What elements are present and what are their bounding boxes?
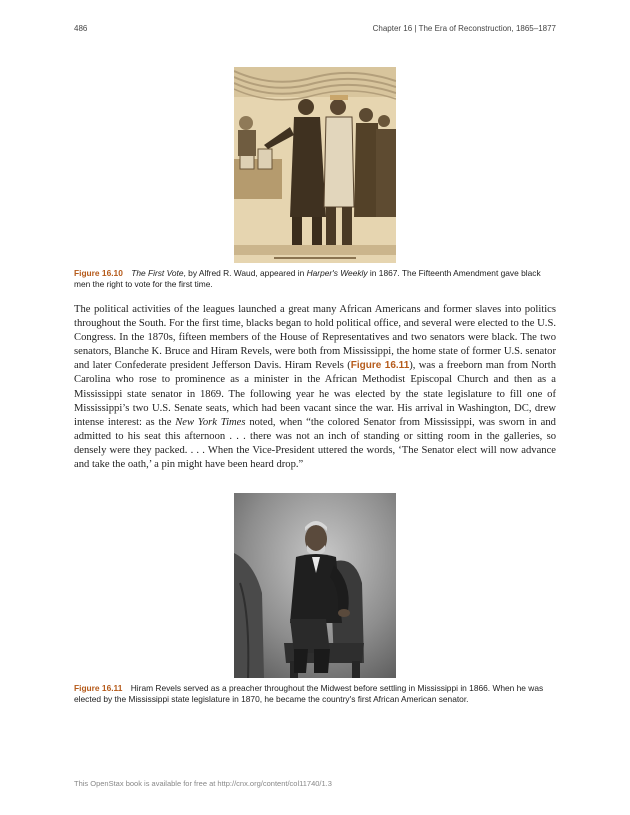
running-head: Chapter 16 | The Era of Reconstruction, 1865–1877	[372, 24, 556, 33]
body-text: noted, when “the colored Senator from Mississippi, was sworn in and admitted to his seat this afternoon . . . there was not an inch of standing or sitting room in the galleries, so densely were they packed. . . . When the Vice-President uttered the words, ‘The Senator elect will now advance and take the oath,’ a pin might have been heard drop.”	[74, 416, 556, 471]
caption-text: , by Alfred R. Waud, appeared in	[183, 268, 307, 278]
page-number: 486	[74, 24, 88, 33]
figure-16-10-caption	[74, 268, 556, 290]
figure-16-11-caption	[74, 683, 556, 705]
body-paragraph	[74, 303, 556, 472]
figure-16-11-link[interactable]: Figure 16.11	[350, 360, 410, 372]
caption-text: in 1867. The Fifteenth Amendment gave black men the right to vote for the first time.	[74, 268, 541, 289]
body-text: ), was a freeborn man from North Carolina who rose to prominence as a minister in the African Methodist Episcopal Church and then as a Mississippi state senator in 1869. The following year he was elected by the state legislature to fill one of Mississippi’s two U.S. Senate seats, which had been vacant since the war. His arrival in Washington, DC, drew intense interest: as the	[74, 360, 557, 428]
footer-note: This OpenStax book is available for free at http://cnx.org/content/col11740/1.3	[74, 779, 332, 788]
newspaper-name: New York Times	[175, 416, 246, 428]
caption-text: Hiram Revels served as a preacher throughout the Midwest before settling in Mississippi in 1866. When he was elected by the Mississippi state legislature in 1870, he became the country's first African American senator.	[74, 683, 544, 704]
figure-label: Figure 16.11	[74, 683, 123, 693]
body-text: The political activities of the leagues launched a great many African Americans and former slaves into politics throughout the South. For the first time, blacks began to hold political office, and several were elected to the U.S. Congress. In the 1870s, fifteen members of the House of Representatives and two senators were black. The two senators, Blanche K. Bruce and Hiram Revels, were both from Mississippi, the home state of former U.S. senator and later Confederate president Jefferson Davis. Hiram Revels (	[74, 304, 556, 372]
first-vote-engraving	[234, 67, 396, 263]
artwork-title: The First Vote	[131, 268, 184, 278]
hiram-revels-portrait	[234, 493, 396, 678]
figure-label: Figure 16.10	[74, 268, 123, 278]
publication-name: Harper's Weekly	[306, 268, 368, 278]
